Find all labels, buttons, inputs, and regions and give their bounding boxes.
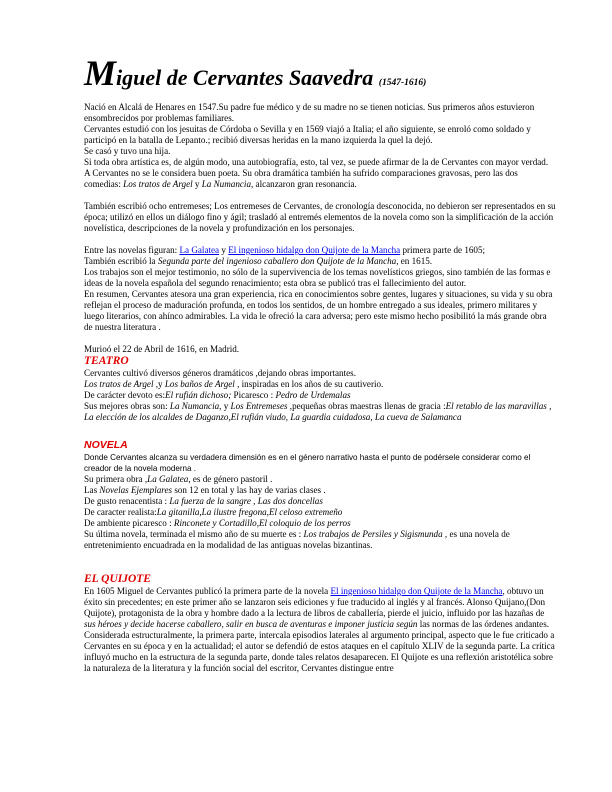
death-line: Murioó el 22 de Abril de 1616, en Madrid. <box>84 344 240 354</box>
intro-autobiography: Si toda obra artística es, de algún modo, una autobiografía, esto, tal vez, se puede afirmar de la de Cervantes con mayor verdad. <box>84 157 549 167</box>
document-page <box>84 53 556 674</box>
quijote-paragraph-2: Considerada estructuralmente, la primera parte, intercala episodios laterales al argumento principal, aspecto que le fue criticado a Cervantes en su época y en la actualidad; el autor se defendió de estos ataques en el capítulo XLIV de la segunda parte. La crítica influyó mucho en la estructura de la segunda parte, donde tales relatos desaparecen. El Quijote es una reflexión aristotélica sobre la naturaleza de la literatura y la función social del escritor, Cervantes distingue entre <box>84 630 555 673</box>
entremeses-paragraph: También escribió ocho entremeses; Los entremeses de Cervantes, de cronología desconocida, no debieron ser representados en su época; utilizó en ellos un diálogo fino y ágil; trasladó al entremés elementos de la novela como son la simplificación de la acción novelística, descripciones de la novela y profundización en los personajes. <box>84 201 556 233</box>
novela-line-5: De caracter realista:La gitanilla,La ilustre fregona,El celoso extremeño <box>84 507 343 517</box>
teatro-line-2: Los tratos de Argel ,y Los baños de Argel , inspiradas en los años de su cautiverio. <box>84 379 384 389</box>
novela-line-2: Su primera obra ,La Galatea, es de género pastoril . <box>84 474 273 484</box>
intro-studies: Cervantes estudió con los jesuitas de Córdoba o Sevilla y en 1569 viajó a Italia; el año siguiente, se enroló como soldado y participó en la batalla de Lepanto.; recibió diversas heridas en la mano izquierda la quel la dejó. <box>84 124 531 145</box>
novela-line-1: Donde Cervantes alcanza su verdadera dimensión es en el género narrativo hasta el punto de podérsele considerar como el creador de la novela moderna . <box>84 453 531 473</box>
teatro-line-3: De carácter devoto es:El rufián dichoso; Picaresco : Pedro de Urdemalas <box>84 390 351 400</box>
teatro-line-1: Cervantes cultivó diversos géneros dramáticos ,dejando obras importantes. <box>84 368 356 378</box>
novela-line-3: Las Novelas Ejemplares son 12 en total y las hay de varias clases . <box>84 485 326 495</box>
intro-family: Se casó y tuvo una hija. <box>84 146 171 156</box>
novela-line-7: Su última novela, terminada el mismo año de su muerte es : Los trabajos de Persiles y Sigismunda , es una novela de entretenimiento encuadrada en la modalidad de las antiguas novelas bizantinas. <box>84 529 510 550</box>
poet-paragraph: A Cervantes no se le considera buen poeta. Su obra dramática también ha sufrido comparaciones gravosas, pero las dos comedias: Los tratos de Argel y La Numancia, alcanzaron gran resonancia. <box>84 168 518 189</box>
page-title <box>84 53 556 98</box>
segunda-parte-line: También escribió la Segunda parte del ingenioso caballero don Quijote de la Mancha, en 1615. <box>84 256 433 266</box>
intro-birth: Nació en Alcalá de Henares en 1547.Su padre fue médico y de su madre no se tienen noticias. Sus primeros años estuvieron ensombrecidos por problemas familiares. <box>84 102 535 123</box>
title-initial: M <box>84 53 117 93</box>
novela-line-6: De ambiente picaresco : Rinconete y Cortadillo,El coloquio de los perros <box>84 518 351 528</box>
link-quijote-2[interactable]: El ingenioso hidalgo don Quijote de la Mancha <box>330 586 503 596</box>
title-dates: (1547-1616) <box>378 78 427 88</box>
novelas-line: Entre las novelas figuran: La Galatea y El ingenioso hidalgo don Quijote de la Mancha primera parte de 1605; <box>84 245 486 255</box>
novela-line-4: De gusto renacentista : La fuerza de la sangre , Las dos doncellas <box>84 496 323 506</box>
teatro-line-4: Sus mejores obras son: La Numancia, y Los Entremeses ,pequeñas obras maestras llenas de gracia :El retablo de las maravillas , La elección de los alcaldes de Daganzo,El rufián viudo, La guardia cuidadosa, La cueva de Salamanca <box>84 401 552 422</box>
novela-heading: NOVELA <box>84 439 128 451</box>
summary-paragraph: En resumen, Cervantes atesora una gran experiencia, rica en conocimientos sobre gentes, lugares y situaciones, su vida y su obra reflejan el proceso de maduración profunda, en todos los sentidos, de un hombre entregado a sus ideales, primero militares y luego literarios, con ahínco admirables. La vida le ofreció la cara adversa; pero este mismo hecho posibilitó la más grande obra de nuestra literatura . <box>84 289 553 332</box>
quijote-heading: EL QUIJOTE <box>84 573 151 585</box>
teatro-heading: TEATRO <box>84 355 129 367</box>
trabajos-paragraph: Los trabajos son el mejor testimonio, no sólo de la supervivencia de los temas novelísticos griegos, sino también de las formas e ideas de la novela española del segundo renacimiento; esta obra se publicó tras el fallecimiento del autor. <box>84 267 551 288</box>
quijote-paragraph-1: En 1605 Miguel de Cervantes publicó la primera parte de la novela El ingenioso hidalgo don Quijote de la Mancha, obtuvo un éxito sin precedentes; en este primer año se lanzaron seis ediciones y fue traducido al inglés y al francés. Alonso Quijano,(Don Quijote), protagonista de la obra y hombre dado a la lectura de libros de caballería, pierde el juicio, influido por las hazañas de sus héroes y decide hacerse caballero, salir en busca de aventuras e imponer justicia según las normas de las órdenes andantes. <box>84 586 550 629</box>
title-text: iguel de Cervantes Saavedra <box>116 65 374 90</box>
link-la-galatea[interactable]: La Galatea <box>179 245 220 255</box>
link-quijote[interactable]: El ingenioso hidalgo don Quijote de la Mancha <box>228 245 401 255</box>
